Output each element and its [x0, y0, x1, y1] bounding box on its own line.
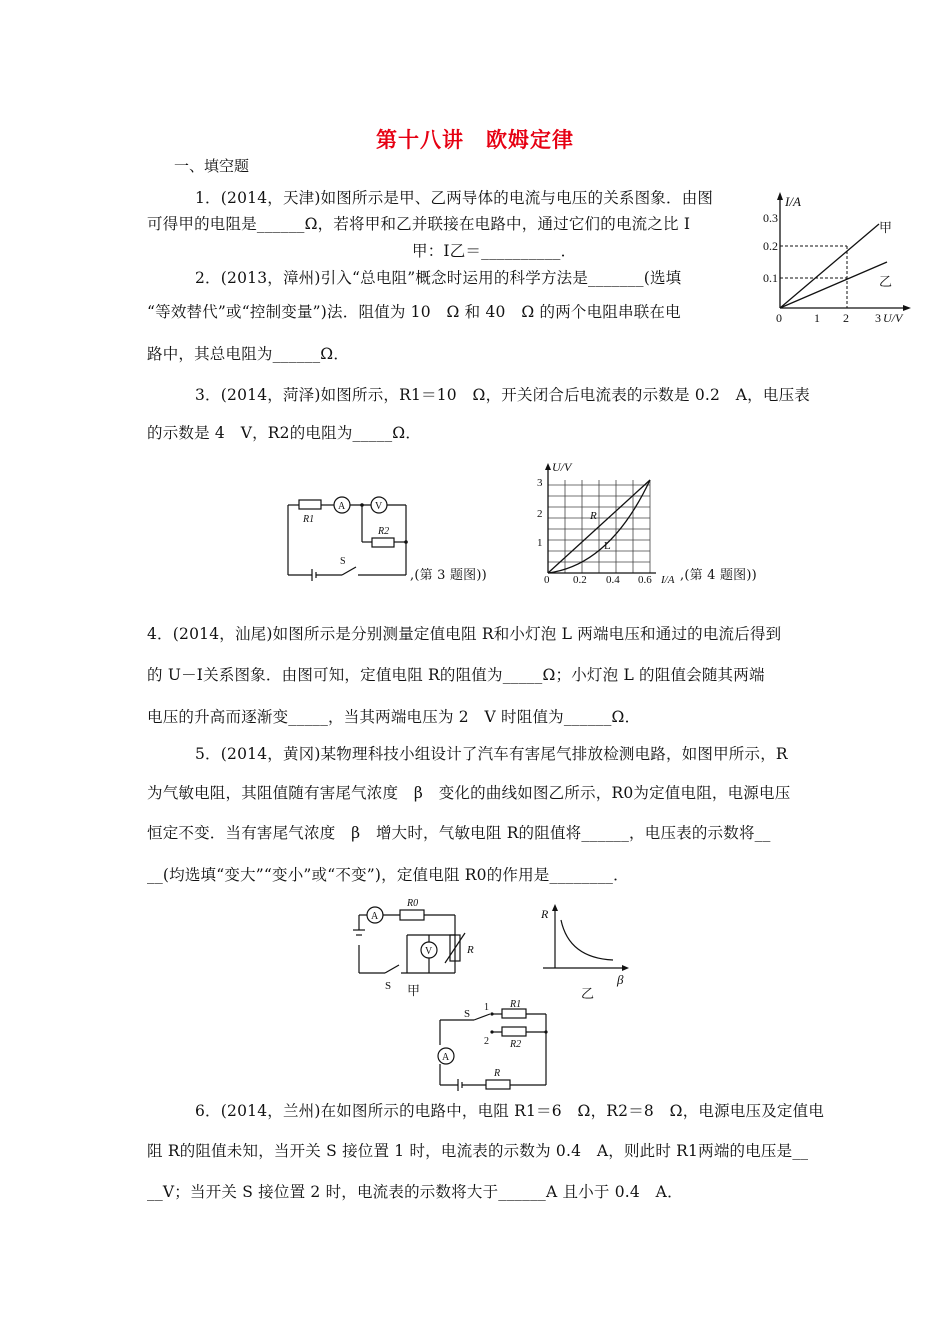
switch-label: S [385, 980, 392, 992]
y-axis-label: I/A [785, 194, 801, 209]
x-tick: 0.4 [606, 574, 620, 585]
x-axis-label: I/A [661, 574, 675, 585]
q2-line-3: 路中，其总电阻为______Ω． [147, 345, 350, 363]
y-tick: 0.2 [763, 239, 778, 253]
q6-line-1: 6．(2014，兰州)在如图所示的电路中，电阻 R1＝6 Ω，R2＝8 Ω，电源电压及定值电 [195, 1102, 825, 1120]
section-heading: 一、填空题 [174, 157, 250, 175]
series-label-jia: 甲 [879, 220, 893, 235]
y-tick: 2 [537, 508, 543, 520]
resistor-r2 [502, 1027, 526, 1036]
switch [385, 965, 399, 973]
voltmeter-label: V [375, 501, 383, 512]
figure-3-circuit [282, 490, 412, 585]
resistor-r1 [299, 500, 321, 509]
q3-line-2: 的示数是 4 V，R2的电阻为_____Ω． [147, 424, 422, 442]
switch [474, 1014, 490, 1020]
r1-label: R1 [510, 1000, 522, 1010]
x-tick: 2 [843, 311, 849, 325]
q1-line-1: 1．(2014，天津)如图所示是甲、乙两导体的电流与电压的关系图象．由图 [195, 189, 714, 207]
series-yi-line [780, 262, 887, 308]
q6-line-2: 阻 R的阻值未知，当开关 S 接位置 1 时，电流表的示数为 0.4 A，则此时 R1两端的电压是__ [147, 1142, 809, 1160]
x-axis-label: U/V [883, 311, 903, 325]
figure-4-caption: ,(第 4 题图)) [680, 568, 757, 583]
r-label: R [494, 1068, 501, 1079]
series-jia-line [780, 224, 879, 308]
resistor-r2 [372, 538, 394, 547]
resistor-r [486, 1080, 510, 1089]
figure-5-circuit-jia [345, 895, 485, 1000]
switch-label: S [340, 556, 346, 567]
x-tick: 0.2 [573, 574, 587, 585]
series-label-yi: 乙 [879, 274, 893, 289]
page-title: 第十八讲 欧姆定律 [376, 127, 574, 152]
position-2-label: 2 [484, 1036, 489, 1047]
resistor-r1 [502, 1009, 526, 1018]
x-tick: 0.6 [638, 574, 652, 585]
q5-line-3: 恒定不变．当有害尾气浓度 β 增大时，气敏电阻 R的阻值将______，电压表的示数将__ [147, 824, 771, 842]
x-tick: 0 [544, 574, 550, 585]
switch [342, 567, 356, 575]
x-tick: 3 [875, 311, 881, 325]
series-label-l: L [604, 540, 611, 552]
q5-line-2: 为气敏电阻，其阻值随有害尾气浓度 β 变化的曲线如图乙所示，R0为定值电阻，电源电压 [147, 784, 791, 802]
figure-6-circuit [430, 1000, 555, 1095]
q3-line-1: 3．(2014，菏泽)如图所示，R1＝10 Ω，开关闭合后电流表的示数是 0.2 A，电压表 [195, 386, 810, 404]
y-tick: 1 [537, 537, 543, 549]
position-1-label: 1 [484, 1002, 489, 1013]
r1-label: R1 [303, 514, 315, 525]
resistor-r0 [400, 910, 424, 920]
q5-line-4: __(均选填“变大”“变小”或“不变”)，定值电阻 R0的作用是________． [147, 866, 629, 884]
x-axis-label: β [617, 972, 624, 987]
ammeter-label: A [371, 911, 379, 922]
q1-line-3: 甲：I乙＝__________． [412, 242, 577, 260]
figure-1-iu-graph [755, 188, 925, 328]
figure-label-jia: 甲 [407, 983, 421, 998]
switch-label: S [464, 1008, 471, 1020]
y-tick: 0.1 [763, 271, 778, 285]
q4-line-2: 的 U－I关系图象．由图可知，定值电阻 R的阻值为_____Ω；小灯泡 L 的阻值会随其两端 [147, 666, 765, 684]
figure-3-caption: ,(第 3 题图)) [410, 568, 487, 583]
ammeter-label: A [442, 1052, 450, 1063]
r2-label: R2 [510, 1039, 522, 1050]
r2-label: R2 [378, 526, 390, 537]
x-tick: 0 [776, 311, 782, 325]
r-label: R [467, 944, 474, 956]
q2-line-2: “等效替代”或“控制变量”)法．阻值为 10 Ω 和 40 Ω 的两个电阻串联在电 [147, 303, 681, 321]
q2-line-1: 2．(2013，漳州)引入“总电阻”概念时运用的科学方法是_______(选填 [195, 269, 682, 287]
q4-line-1: 4．(2014，汕尾)如图所示是分别测量定值电阻 R和小灯泡 L 两端电压和通过的电流后得到 [147, 625, 782, 643]
r-beta-curve [561, 920, 613, 960]
y-tick: 0.3 [763, 211, 778, 225]
voltmeter-label: V [425, 946, 433, 957]
q6-line-3: __V；当开关 S 接位置 2 时，电流表的示数将大于______A 且小于 0.4 A． [147, 1183, 683, 1201]
figure-label-yi: 乙 [581, 986, 595, 1000]
series-label-r: R [590, 510, 597, 522]
r0-label: R0 [407, 898, 419, 909]
ammeter-label: A [338, 501, 346, 512]
q5-line-1: 5．(2014，黄冈)某物理科技小组设计了汽车有害尾气排放检测电路，如图甲所示，R [195, 745, 788, 763]
figure-5-graph-yi [535, 900, 635, 1000]
q1-line-2: 可得甲的电阻是______Ω，若将甲和乙并联接在电路中，通过它们的电流之比 I [147, 215, 691, 233]
y-axis-label: R [541, 907, 549, 921]
y-axis-label: U/V [552, 460, 572, 474]
x-tick: 1 [814, 311, 820, 325]
y-tick: 3 [537, 477, 543, 489]
q4-line-3: 电压的升高而逐渐变_____，当其两端电压为 2 V 时阻值为______Ω． [147, 708, 641, 726]
